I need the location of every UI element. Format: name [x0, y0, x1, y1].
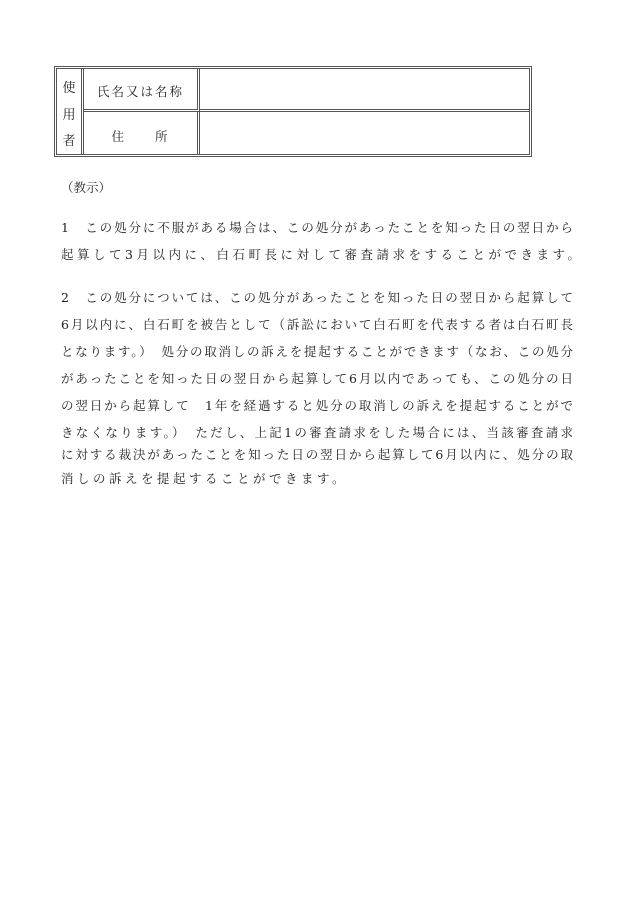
notice-item1-line: 起算して3月以内に、白石町長に対して審査請求をすることができます。 — [61, 247, 584, 262]
address-value-cell — [200, 112, 529, 154]
notice-item2-line: の翌日から起算して 1年を経過すると処分の取消しの訴えを提起することがで — [61, 398, 573, 413]
user-info-table — [54, 66, 532, 157]
user-header-char: 者 — [62, 134, 76, 149]
name-label: 氏名又は名称 — [96, 84, 184, 99]
address-label-cell — [84, 112, 200, 154]
address-label: 住 所 — [111, 129, 170, 144]
notice-item2-line: 2 この処分については、この処分があったことを知った日の翌日から起算して — [61, 290, 573, 305]
notice-item2-line: があったことを知った日の翌日から起算して6月以内であっても、この処分の日 — [61, 371, 573, 386]
user-header-cell — [57, 69, 84, 154]
notice-heading: （教示） — [61, 180, 112, 195]
notice-item2-line: 消しの訴えを提起することができます。 — [61, 471, 349, 486]
name-label-cell — [84, 69, 200, 112]
notice-item2-line: 6月以内に、白石町を被告として（訴訟において白石町を代表する者は白石町長 — [61, 317, 573, 332]
user-header-char: 用 — [62, 108, 76, 123]
notice-item1-line: 1 この処分に不服がある場合は、この処分があったことを知った日の翌日から — [61, 220, 573, 235]
notice-item2-line: となります。） 処分の取消しの訴えを提起することができます（なお、この処分 — [61, 344, 573, 359]
notice-item2-line: きなくなります。） ただし、上記1の審査請求をした場合には、当該審査請求 — [61, 425, 573, 440]
name-value-cell — [200, 69, 529, 112]
user-header-char: 使 — [62, 81, 76, 96]
notice-item2-line: に対する裁決があったことを知った日の翌日から起算して6月以内に、処分の取 — [61, 447, 573, 462]
